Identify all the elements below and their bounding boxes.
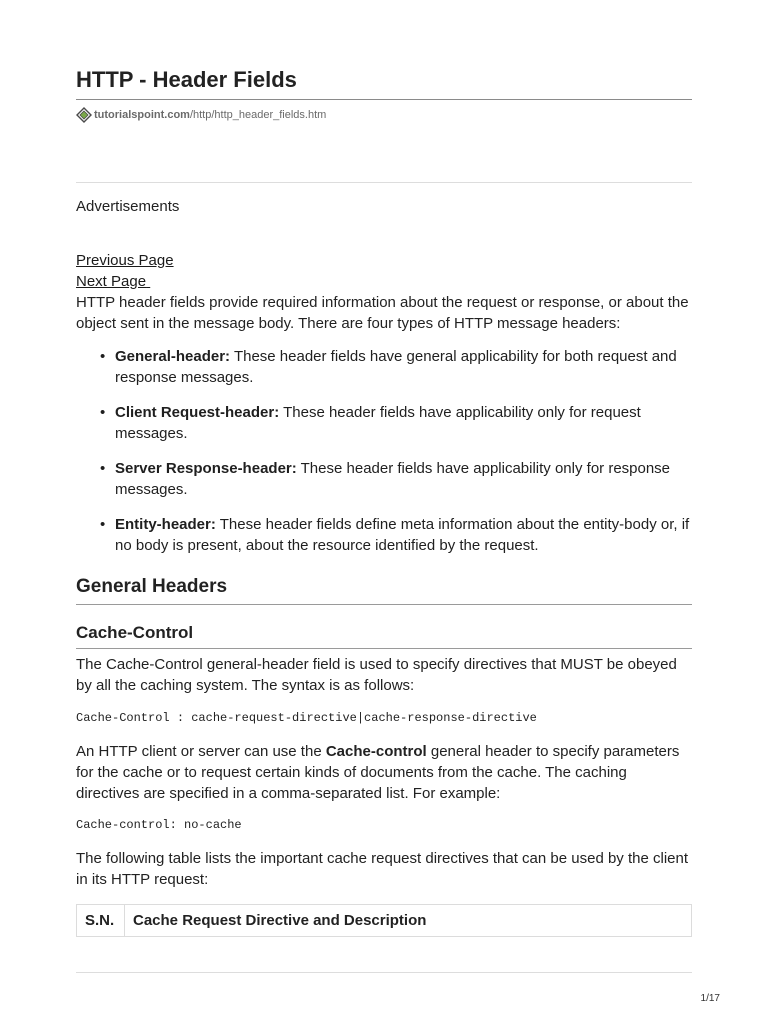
source-domain: tutorialspoint.com [94, 109, 190, 121]
nav-links-next [76, 271, 692, 292]
source-path: /http/http_header_fields.htm [189, 109, 327, 121]
page-number: 1/17 [700, 993, 720, 1004]
page-title: HTTP - Header Fields [76, 66, 692, 100]
list-item-term: Entity-header: [115, 516, 216, 533]
para2-end: general header to specify parameters for the cache or to request certain kinds of documents from the cache. The caching directives are specified in a comma-separated list. For example: [76, 743, 680, 802]
intro-paragraph: HTTP header fields provide required information about the request or response, or about the object sent in the message body. There are four types of HTTP message headers: [76, 294, 689, 332]
list-item [76, 514, 692, 556]
list-item-desc: These header fields define meta information about the entity-body or, if no body is present, about the resource identified by the request. [115, 516, 690, 554]
list-item-term: Server Response-header: [115, 460, 297, 477]
source-url[interactable] [76, 107, 326, 123]
list-item [76, 458, 692, 500]
example-code: Cache-control: no-cache [76, 818, 242, 832]
list-item [76, 346, 692, 388]
list-item-desc: These header fields have applicability only for response messages. [115, 460, 671, 498]
cache-control-para-2 [76, 741, 692, 804]
next-page-link[interactable]: Next Page [76, 273, 147, 290]
divider [76, 182, 692, 183]
table-header-row [77, 905, 692, 937]
cache-request-directives-table [76, 904, 692, 937]
header-types-list [76, 346, 692, 570]
list-item-desc: These header fields have applicability only for request messages. [115, 404, 641, 442]
tutorialspoint-logo-icon [76, 107, 92, 123]
cache-control-para-3: The following table lists the important cache request directives that can be used by the client in its HTTP request: [76, 850, 689, 888]
syntax-code: Cache-Control : cache-request-directive|cache-response-directive [76, 711, 537, 725]
previous-page-link[interactable]: Previous Page [76, 252, 174, 269]
column-header-sn: S.N. [77, 905, 125, 937]
nav-links [76, 250, 692, 271]
list-item-desc: These header fields have general applicability for both request and response messages. [115, 348, 677, 386]
column-header-directive: Cache Request Directive and Description [125, 905, 692, 937]
cache-control-heading: Cache-Control [76, 622, 692, 649]
para2-bold: Cache-control [325, 743, 427, 760]
para2-start: An HTTP client or server can use the [76, 743, 326, 760]
list-item-term: General-header: [115, 348, 231, 365]
footer-divider [76, 972, 692, 973]
cache-control-para-1: The Cache-Control general-header field is used to specify directives that MUST be obeyed by all the caching system. The syntax is as follows: [76, 656, 677, 694]
list-item-term: Client Request-header: [115, 404, 280, 421]
list-item [76, 402, 692, 444]
general-headers-heading: General Headers [76, 575, 692, 605]
advertisements-label: Advertisements [76, 198, 180, 215]
